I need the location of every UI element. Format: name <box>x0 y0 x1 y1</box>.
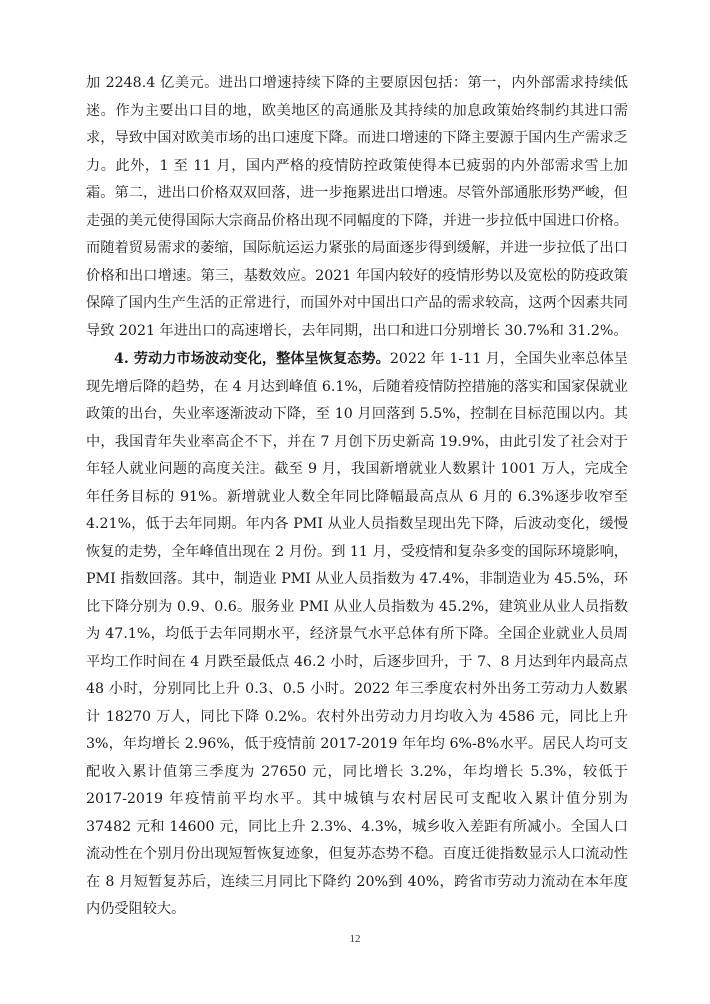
page-number: 12 <box>349 933 361 945</box>
paragraph-labor-market <box>86 346 628 924</box>
paragraph-body <box>86 346 628 924</box>
paragraph-text: 加 2248.4 亿美元。进出口增速持续下降的主要原因包括：第一，内外部需求持续低迷。作为主要出口目的地，欧美地区的高通胀及其持续的加息政策始终制约其进口需求，导致中国对欧美市场的出口速度下降。而进口增速的下降主要源于国内生产需求乏力。此外，1 至 11 月，国内严格的疫情防控政策使得本已疲弱的内外部需求雪上加霜。第二，进出口价格双双回落，进一步拖累进出口增速。尽管外部通胀形势严峻，但走强的美元使得国际大宗商品价格出现不同幅度的下降，并进一步拉低中国进口价格。而随着贸易需求的萎缩，国际航运运力紧张的局面逐步得到缓解，并进一步拉低了出口价格和出口增速。第三，基数效应。2021 年国内较好的疫情形势以及宽松的防疫政策保障了国内生产生活的正常进行，而国外对中国出口产品的需求较高，这两个因素共同导致 2021 年进出口的高速增长，去年同期，出口和进口分别增长 30.7%和 31.2%。 <box>86 75 628 339</box>
paragraph-trade-growth <box>86 70 628 345</box>
paragraph-text: 2022 年 1-11 月，全国失业率总体呈现先增后降的趋势，在 4 月达到峰值 6.1%，后随着疫情防控措施的落实和国家保就业政策的出台，失业率逐渐波动下降，至 10 月回落到 5.5%，控制在目标范围以内。其中，我国青年失业率高企不下，并在 7 月创下历史新高 19.9%，由此引发了社会对于年轻人就业问题的高度关注。截至 9 月，我国新增就业人数累计 1001 万人，完成全年任务目标的 91%。新增就业人数全年同比降幅最高点从 6 月的 6.3%逐步收窄至 4.21%，低于去年同期。年内各 PMI 从业人员指数呈现出先下降，后波动变化，缓慢恢复的走势，全年峰值出现在 2 月份。到 11 月，受疫情和复杂多变的国际环境影响，PMI 指数回落。其中，制造业 PMI 从业人员指数为 47.4%，非制造业为 45.5%，环比下降分别为 0.9、0.6。服务业 PMI 从业人员指数为 45.2%，建筑业从业人员指数为 47.1%，均低于去年同期水平，经济景气水平总体有所下降。全国企业就业人员周平均工作时间在 4 月跌至最低点 46.2 小时，后逐步回升，于 7、8 月达到年内最高点 48 小时，分别同比上升 0.3、0.5 小时。2022 年三季度农村外出务工劳动力人数累计 18270 万人，同比下降 0.2%。农村外出劳动力月均收入为 4586 元，同比上升 3%，年均增长 2.96%，低于疫情前 2017-2019 年年均 6%-8%水平。居民人均可支配收入累计值第三季度为 27650 元，同比增长 3.2%，年均增长 5.3%，较低于 2017-2019 年疫情前平均水平。其中城镇与农村居民可支配收入累计值分别为 37482 元和 14600 元，同比上升 2.3%、4.3%，城乡收入差距有所减小。全国人口流动性在个别月份出现短暂恢复迹象，但复苏态势不稳。百度迁徙指数显示人口流动性在 8 月短暂复苏后，连续三月同比下降约 20%到 40%，跨省市劳动力流动在本年度内仍受阻较大。 <box>86 351 628 917</box>
section-heading: 4. 劳动力市场波动变化，整体呈恢复态势。 <box>114 351 390 367</box>
